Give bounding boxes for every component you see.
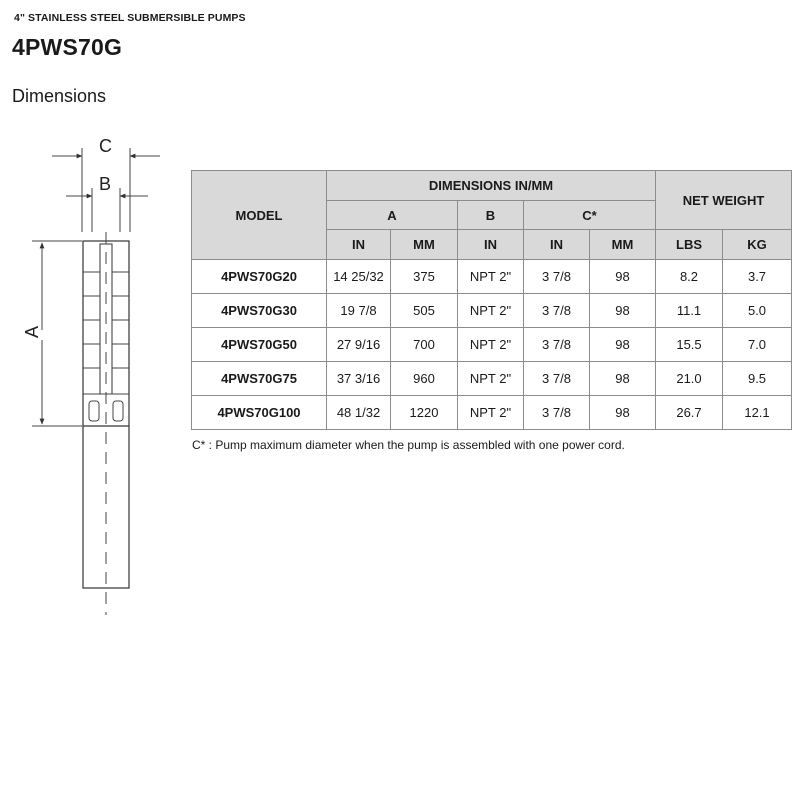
cell-model: 4PWS70G50 [192,328,327,362]
cell-b-in: NPT 2" [458,328,524,362]
cell-a-in: 19 7/8 [327,294,391,328]
table-row [192,328,792,362]
cell-c-mm: 98 [590,328,656,362]
section-title: Dimensions [12,86,107,106]
header-a-in: IN [327,230,391,260]
cell-kg: 3.7 [723,260,792,294]
table-row [192,396,792,430]
cell-lbs: 15.5 [656,328,723,362]
cell-b-in: NPT 2" [458,362,524,396]
cell-kg: 12.1 [723,396,792,430]
cell-b-in: NPT 2" [458,260,524,294]
cell-c-in: 3 7/8 [524,328,590,362]
intake-slot-right [113,401,123,421]
header-b: B [458,201,524,230]
cell-a-in: 48 1/32 [327,396,391,430]
cell-a-in: 14 25/32 [327,260,391,294]
header-model: MODEL [192,171,327,260]
cell-c-in: 3 7/8 [524,396,590,430]
cell-kg: 5.0 [723,294,792,328]
cell-a-mm: 700 [391,328,458,362]
cell-c-in: 3 7/8 [524,294,590,328]
label-a: A [22,325,42,338]
header-b-in: IN [458,230,524,260]
table-row [192,260,792,294]
cell-a-in: 27 9/16 [327,328,391,362]
model-title: 4PWS70G [12,34,123,60]
cell-c-mm: 98 [590,396,656,430]
cell-b-in: NPT 2" [458,294,524,328]
cell-a-mm: 375 [391,260,458,294]
table-row [192,294,792,328]
cell-lbs: 8.2 [656,260,723,294]
cell-a-mm: 960 [391,362,458,396]
cell-model: 4PWS70G20 [192,260,327,294]
cell-lbs: 11.1 [656,294,723,328]
cell-kg: 9.5 [723,362,792,396]
header-net-weight: NET WEIGHT [656,171,792,230]
cell-lbs: 26.7 [656,396,723,430]
pump-dimension-drawing [0,0,190,640]
cell-model: 4PWS70G30 [192,294,327,328]
intake-slot-left [89,401,99,421]
header-c: C* [524,201,656,230]
cell-lbs: 21.0 [656,362,723,396]
header-lbs: LBS [656,230,723,260]
header-a-mm: MM [391,230,458,260]
cell-model: 4PWS70G100 [192,396,327,430]
cell-a-in: 37 3/16 [327,362,391,396]
cell-c-mm: 98 [590,362,656,396]
header-a: A [327,201,458,230]
header-dimensions: DIMENSIONS IN/MM [327,171,656,201]
cell-c-in: 3 7/8 [524,362,590,396]
header-c-mm: MM [590,230,656,260]
cell-a-mm: 505 [391,294,458,328]
cell-a-mm: 1220 [391,396,458,430]
label-c: C [99,136,112,156]
cell-kg: 7.0 [723,328,792,362]
cell-c-in: 3 7/8 [524,260,590,294]
dimensions-table [191,170,792,430]
table-row [192,362,792,396]
header-c-in: IN [524,230,590,260]
cell-b-in: NPT 2" [458,396,524,430]
label-b: B [99,174,112,194]
header-kg: KG [723,230,792,260]
footnote: C* : Pump maximum diameter when the pump is assembled with one power cord. [192,438,625,452]
cell-c-mm: 98 [590,294,656,328]
document-supertitle: 4" STAINLESS STEEL SUBMERSIBLE PUMPS [14,12,246,24]
cell-c-mm: 98 [590,260,656,294]
cell-model: 4PWS70G75 [192,362,327,396]
